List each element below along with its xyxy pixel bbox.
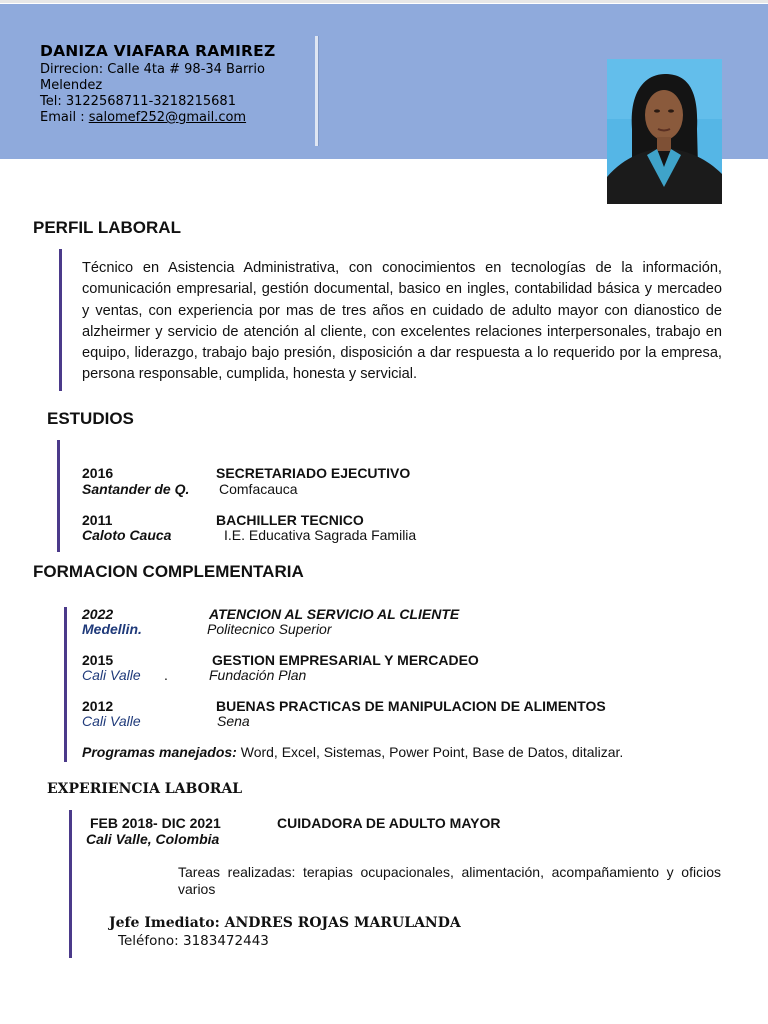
job-title: CUIDADORA DE ADULTO MAYOR	[277, 815, 501, 831]
formacion-place: Cali Valle	[82, 667, 141, 683]
estudio-year: 2016	[82, 465, 114, 481]
estudio-institution: Comfacauca	[219, 481, 298, 497]
header-divider	[315, 36, 319, 146]
candidate-name: DANIZA VIAFARA RAMIREZ	[40, 42, 276, 60]
top-border	[0, 0, 768, 3]
estudio-degree: BACHILLER TECNICO	[216, 512, 364, 528]
email-label: Email :	[40, 110, 89, 125]
programs-line	[82, 744, 623, 760]
boss-name: Jefe Imediato: ANDRES ROJAS MARULANDA	[109, 915, 461, 931]
formacion-title: FORMACION COMPLEMENTARIA	[33, 562, 304, 581]
perfil-title: PERFIL LABORAL	[33, 218, 181, 237]
phone-line: Tel: 3122568711-3218215681	[40, 94, 236, 109]
boss-phone: Teléfono: 3183472443	[118, 933, 269, 949]
formacion-year: 2015	[82, 652, 114, 668]
formacion-bar	[64, 607, 67, 762]
formacion-place: Medellin.	[82, 621, 142, 637]
estudios-title: ESTUDIOS	[47, 409, 134, 428]
perfil-bar	[59, 249, 62, 391]
formacion-year: 2012	[82, 698, 114, 714]
formacion-place: Cali Valle	[82, 713, 141, 729]
formacion-institution: Fundación Plan	[209, 667, 307, 683]
email-link[interactable]: salomef252@gmail.com	[88, 110, 247, 125]
perfil-text: Técnico en Asistencia Administrativa, con conocimientos en tecnologías de la información, comunicación empresarial, gestión documental, basico en ingles, contabilidad básica y mercadeo y ventas, con experiencia por mas de tres años en cuidado de adulto mayor con dianostico de alzheirmer y servicio de atención al cliente, con excelentes relaciones interpersonales, trabajo en equipo, liderazgo, trabajo bajo presión, disposición a dar respuesta a lo requerido por la empresa, persona responsable, cumplida, honesta y servicial.	[82, 260, 722, 383]
email-line	[40, 110, 246, 125]
experiencia-title: EXPERIENCIA LABORAL	[47, 781, 243, 797]
address-line-2: Melendez	[40, 78, 103, 93]
address-line-1: Dirrecion: Calle 4ta # 98-34 Barrio	[40, 62, 265, 77]
estudio-degree: SECRETARIADO EJECUTIVO	[216, 465, 411, 481]
profile-photo	[607, 59, 722, 204]
estudio-place: Santander de Q.	[82, 481, 190, 497]
formacion-course: BUENAS PRACTICAS DE MANIPULACION DE ALIMENTOS	[216, 698, 606, 714]
estudios-bar	[57, 440, 60, 552]
job-location: Cali Valle, Colombia	[86, 831, 220, 847]
formacion-year: 2022	[82, 606, 114, 622]
formacion-dot: .	[164, 667, 168, 683]
formacion-institution: Sena	[217, 713, 250, 729]
programs-label: Programas manejados:	[82, 744, 237, 760]
formacion-course: ATENCION AL SERVICIO AL CLIENTE	[209, 606, 460, 622]
estudio-year: 2011	[82, 512, 113, 528]
estudio-institution: I.E. Educativa Sagrada Familia	[224, 527, 417, 543]
estudio-place: Caloto Cauca	[82, 527, 172, 543]
experiencia-bar	[69, 810, 72, 958]
formacion-institution: Politecnico Superior	[207, 621, 332, 637]
job-tasks: Tareas realizadas: terapias ocupacionales, alimentación, acompañamiento y oficios varios	[178, 864, 721, 897]
programs-value: Word, Excel, Sistemas, Power Point, Base de Datos, ditalizar.	[236, 744, 624, 760]
formacion-course: GESTION EMPRESARIAL Y MERCADEO	[212, 652, 479, 668]
job-period: FEB 2018- DIC 2021	[90, 815, 221, 831]
